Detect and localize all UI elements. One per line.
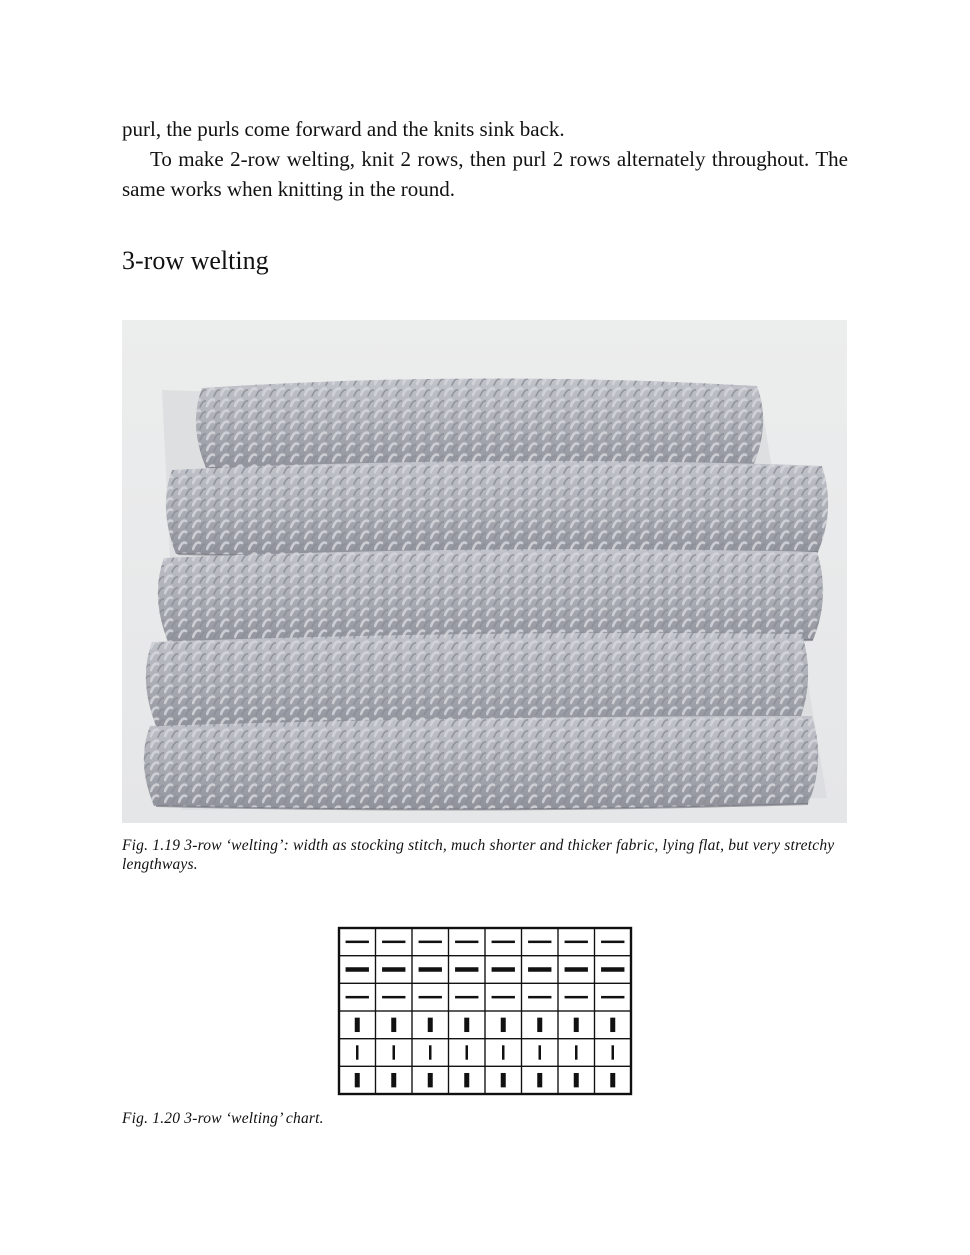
knit-symbol — [355, 1073, 360, 1087]
figure-caption-2: Fig. 1.20 3-row ‘welting’ chart. — [122, 1110, 324, 1127]
knit-symbol — [429, 1045, 432, 1059]
knitted-swatch-image — [122, 320, 847, 823]
purl-symbol — [419, 941, 442, 944]
knit-symbol — [464, 1018, 469, 1032]
knit-symbol — [501, 1018, 506, 1032]
knit-symbol — [501, 1073, 506, 1087]
knit-symbol — [502, 1045, 505, 1059]
knit-symbol — [393, 1045, 396, 1059]
knit-symbol — [574, 1073, 579, 1087]
knit-symbol — [355, 1018, 360, 1032]
purl-symbol — [455, 941, 478, 944]
knit-symbol — [391, 1018, 396, 1032]
body-paragraph-2: To make 2-row welting, knit 2 rows, then purl 2 rows alternately throughout. The same works when knitting in the round. — [122, 147, 848, 201]
purl-symbol — [492, 967, 515, 972]
purl-symbol — [419, 996, 442, 999]
purl-symbol — [528, 967, 551, 972]
purl-symbol — [492, 996, 515, 999]
purl-symbol — [346, 941, 369, 944]
purl-symbol — [565, 967, 588, 972]
knit-symbol — [428, 1018, 433, 1032]
knit-symbol — [575, 1045, 578, 1059]
purl-symbol — [565, 996, 588, 999]
section-heading: 3-row welting — [122, 246, 269, 275]
purl-symbol — [601, 996, 624, 999]
knit-symbol — [537, 1018, 542, 1032]
purl-symbol — [528, 941, 551, 944]
purl-symbol — [419, 967, 442, 972]
knitted-swatch-photo — [122, 320, 847, 823]
knit-symbol — [537, 1073, 542, 1087]
knit-symbol — [574, 1018, 579, 1032]
purl-symbol — [382, 967, 405, 972]
knit-symbol — [356, 1045, 359, 1059]
welting-chart — [337, 926, 633, 1096]
knit-symbol — [428, 1073, 433, 1087]
purl-symbol — [492, 941, 515, 944]
purl-symbol — [346, 967, 369, 972]
knit-symbol — [610, 1073, 615, 1087]
body-paragraph-1: purl, the purls come forward and the knits sink back. — [122, 117, 565, 141]
purl-symbol — [528, 996, 551, 999]
knit-symbol — [391, 1073, 396, 1087]
purl-symbol — [455, 996, 478, 999]
purl-symbol — [382, 996, 405, 999]
knit-symbol — [466, 1045, 469, 1059]
purl-symbol — [346, 996, 369, 999]
knit-symbol — [539, 1045, 542, 1059]
knit-symbol — [612, 1045, 615, 1059]
purl-symbol — [601, 941, 624, 944]
purl-symbol — [565, 941, 588, 944]
purl-symbol — [382, 941, 405, 944]
welt-ridges — [144, 378, 828, 810]
welting-chart-grid — [337, 926, 633, 1096]
figure-caption-1: Fig. 1.19 3-row ‘welting’: width as stocking stitch, much shorter and thicker fabric, lying flat, but very stretchy lengthways. — [122, 837, 835, 873]
knit-symbol — [610, 1018, 615, 1032]
purl-symbol — [601, 967, 624, 972]
purl-symbol — [455, 967, 478, 972]
knit-symbol — [464, 1073, 469, 1087]
